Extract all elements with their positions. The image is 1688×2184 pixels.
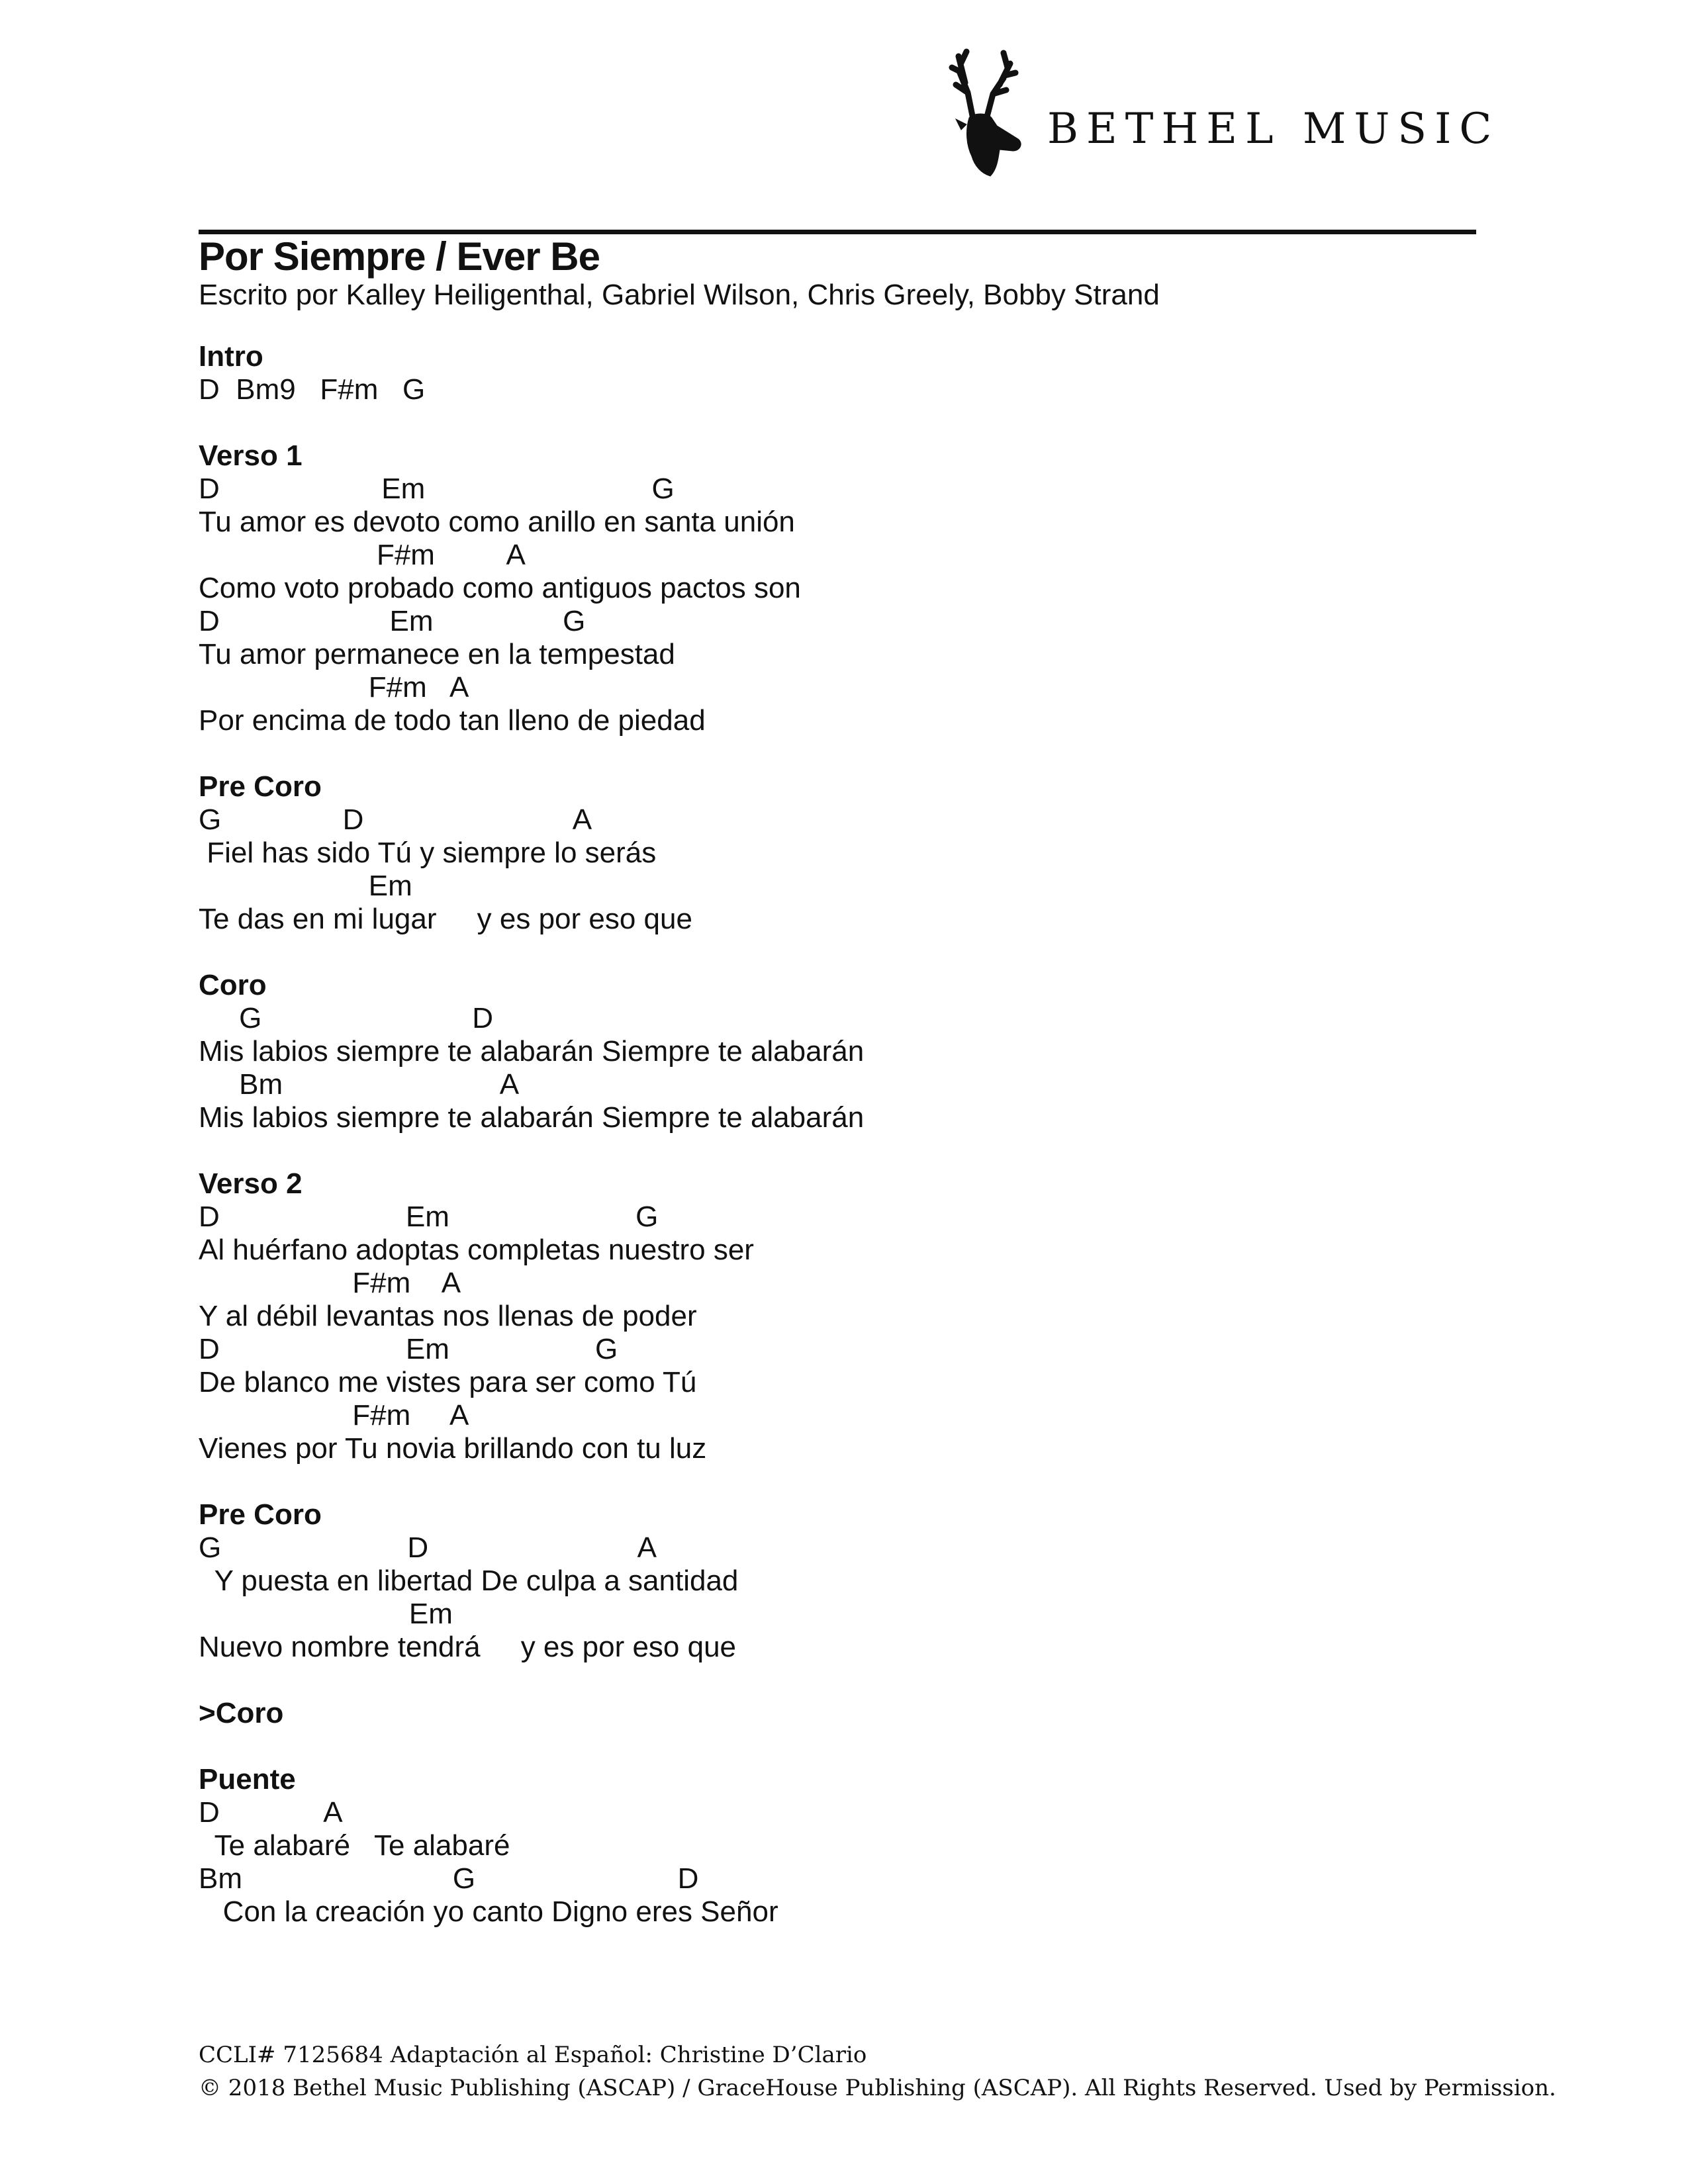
ccli-line: CCLI# 7125684 Adaptación al Español: Christine D’Clario (199, 2042, 867, 2068)
section-title: Verso 1 (199, 439, 303, 472)
song-section (199, 439, 1476, 737)
chord-line: D Bm9 F#m G (199, 373, 426, 406)
song-section (199, 340, 1476, 406)
chord-line: D A (199, 1796, 343, 1829)
song-section (199, 770, 1476, 936)
lyric-line: Como voto probado como antiguos pactos son (199, 572, 801, 604)
chord-line: F#m A (199, 539, 526, 571)
song-section (199, 1167, 1476, 1465)
copyright-line: © 2018 Bethel Music Publishing (ASCAP) / GraceHouse Publishing (ASCAP). All Rights Reserved. Used by Permission. (199, 2075, 1556, 2101)
lyric-line: Mis labios siempre te alabarán Siempre te alabarán (199, 1101, 865, 1134)
section-title: Puente (199, 1763, 296, 1796)
chord-line: G D A (199, 803, 592, 836)
lyric-line: Nuevo nombre tendrá y es por eso que (199, 1631, 737, 1663)
lyric-line: Vienes por Tu novia brillando con tu luz (199, 1432, 707, 1465)
chord-line: Bm A (199, 1068, 520, 1101)
section-title: Intro (199, 340, 263, 373)
footer (199, 2038, 1556, 2105)
song-body (199, 340, 1476, 1962)
chord-line: F#m A (199, 671, 469, 704)
lyric-line: Y al débil levantas nos llenas de poder (199, 1300, 697, 1332)
bethel-music-logo (947, 46, 1500, 179)
lyric-line: Fiel has sido Tú y siempre lo serás (199, 837, 657, 869)
brand-name: BETHEL MUSIC (1047, 105, 1500, 154)
lyric-line: Te alabaré Te alabaré (199, 1829, 510, 1862)
section-title: Coro (199, 969, 267, 1001)
song-section (199, 1763, 1476, 1929)
section-title: Pre Coro (199, 770, 322, 803)
section-title: Pre Coro (199, 1498, 322, 1531)
chord-line: D Em G (199, 473, 675, 505)
lyric-line: Al huérfano adoptas completas nuestro ser (199, 1234, 754, 1266)
lyric-line: Mis labios siempre te alabarán Siempre te alabarán (199, 1035, 865, 1068)
lyric-line: Tu amor es devoto como anillo en santa unión (199, 506, 795, 538)
lyric-line: Con la creación yo canto Digno eres Señor (199, 1895, 778, 1928)
chord-line: F#m A (199, 1399, 469, 1432)
chord-line: G D (199, 1002, 493, 1034)
chord-line: Em (199, 1598, 453, 1630)
lyric-line: Tu amor permanece en la tempestad (199, 638, 675, 670)
chord-line: D Em G (199, 1333, 618, 1365)
chord-line: G D A (199, 1531, 657, 1564)
song-section (199, 1498, 1476, 1664)
lyric-line: Y puesta en libertad De culpa a santidad (199, 1565, 739, 1597)
chord-line: Bm G D (199, 1862, 699, 1895)
section-title: Verso 2 (199, 1167, 303, 1200)
lyric-line: Por encima de todo tan lleno de piedad (199, 704, 706, 737)
chord-line: D Em G (199, 605, 586, 637)
lyric-line: De blanco me vistes para ser como Tú (199, 1366, 697, 1398)
section-title: >Coro (199, 1697, 284, 1729)
deer-head-icon (947, 46, 1039, 179)
song-section (199, 1697, 1476, 1730)
lyric-line: Te das en mi lugar y es por eso que (199, 903, 692, 935)
chord-line: D Em G (199, 1201, 659, 1233)
chord-line: Em (199, 870, 412, 902)
song-title: Por Siempre / Ever Be (199, 234, 600, 279)
chord-line: F#m A (199, 1267, 461, 1299)
song-writers: Escrito por Kalley Heiligenthal, Gabriel Wilson, Chris Greely, Bobby Strand (199, 279, 1160, 311)
song-section (199, 969, 1476, 1134)
